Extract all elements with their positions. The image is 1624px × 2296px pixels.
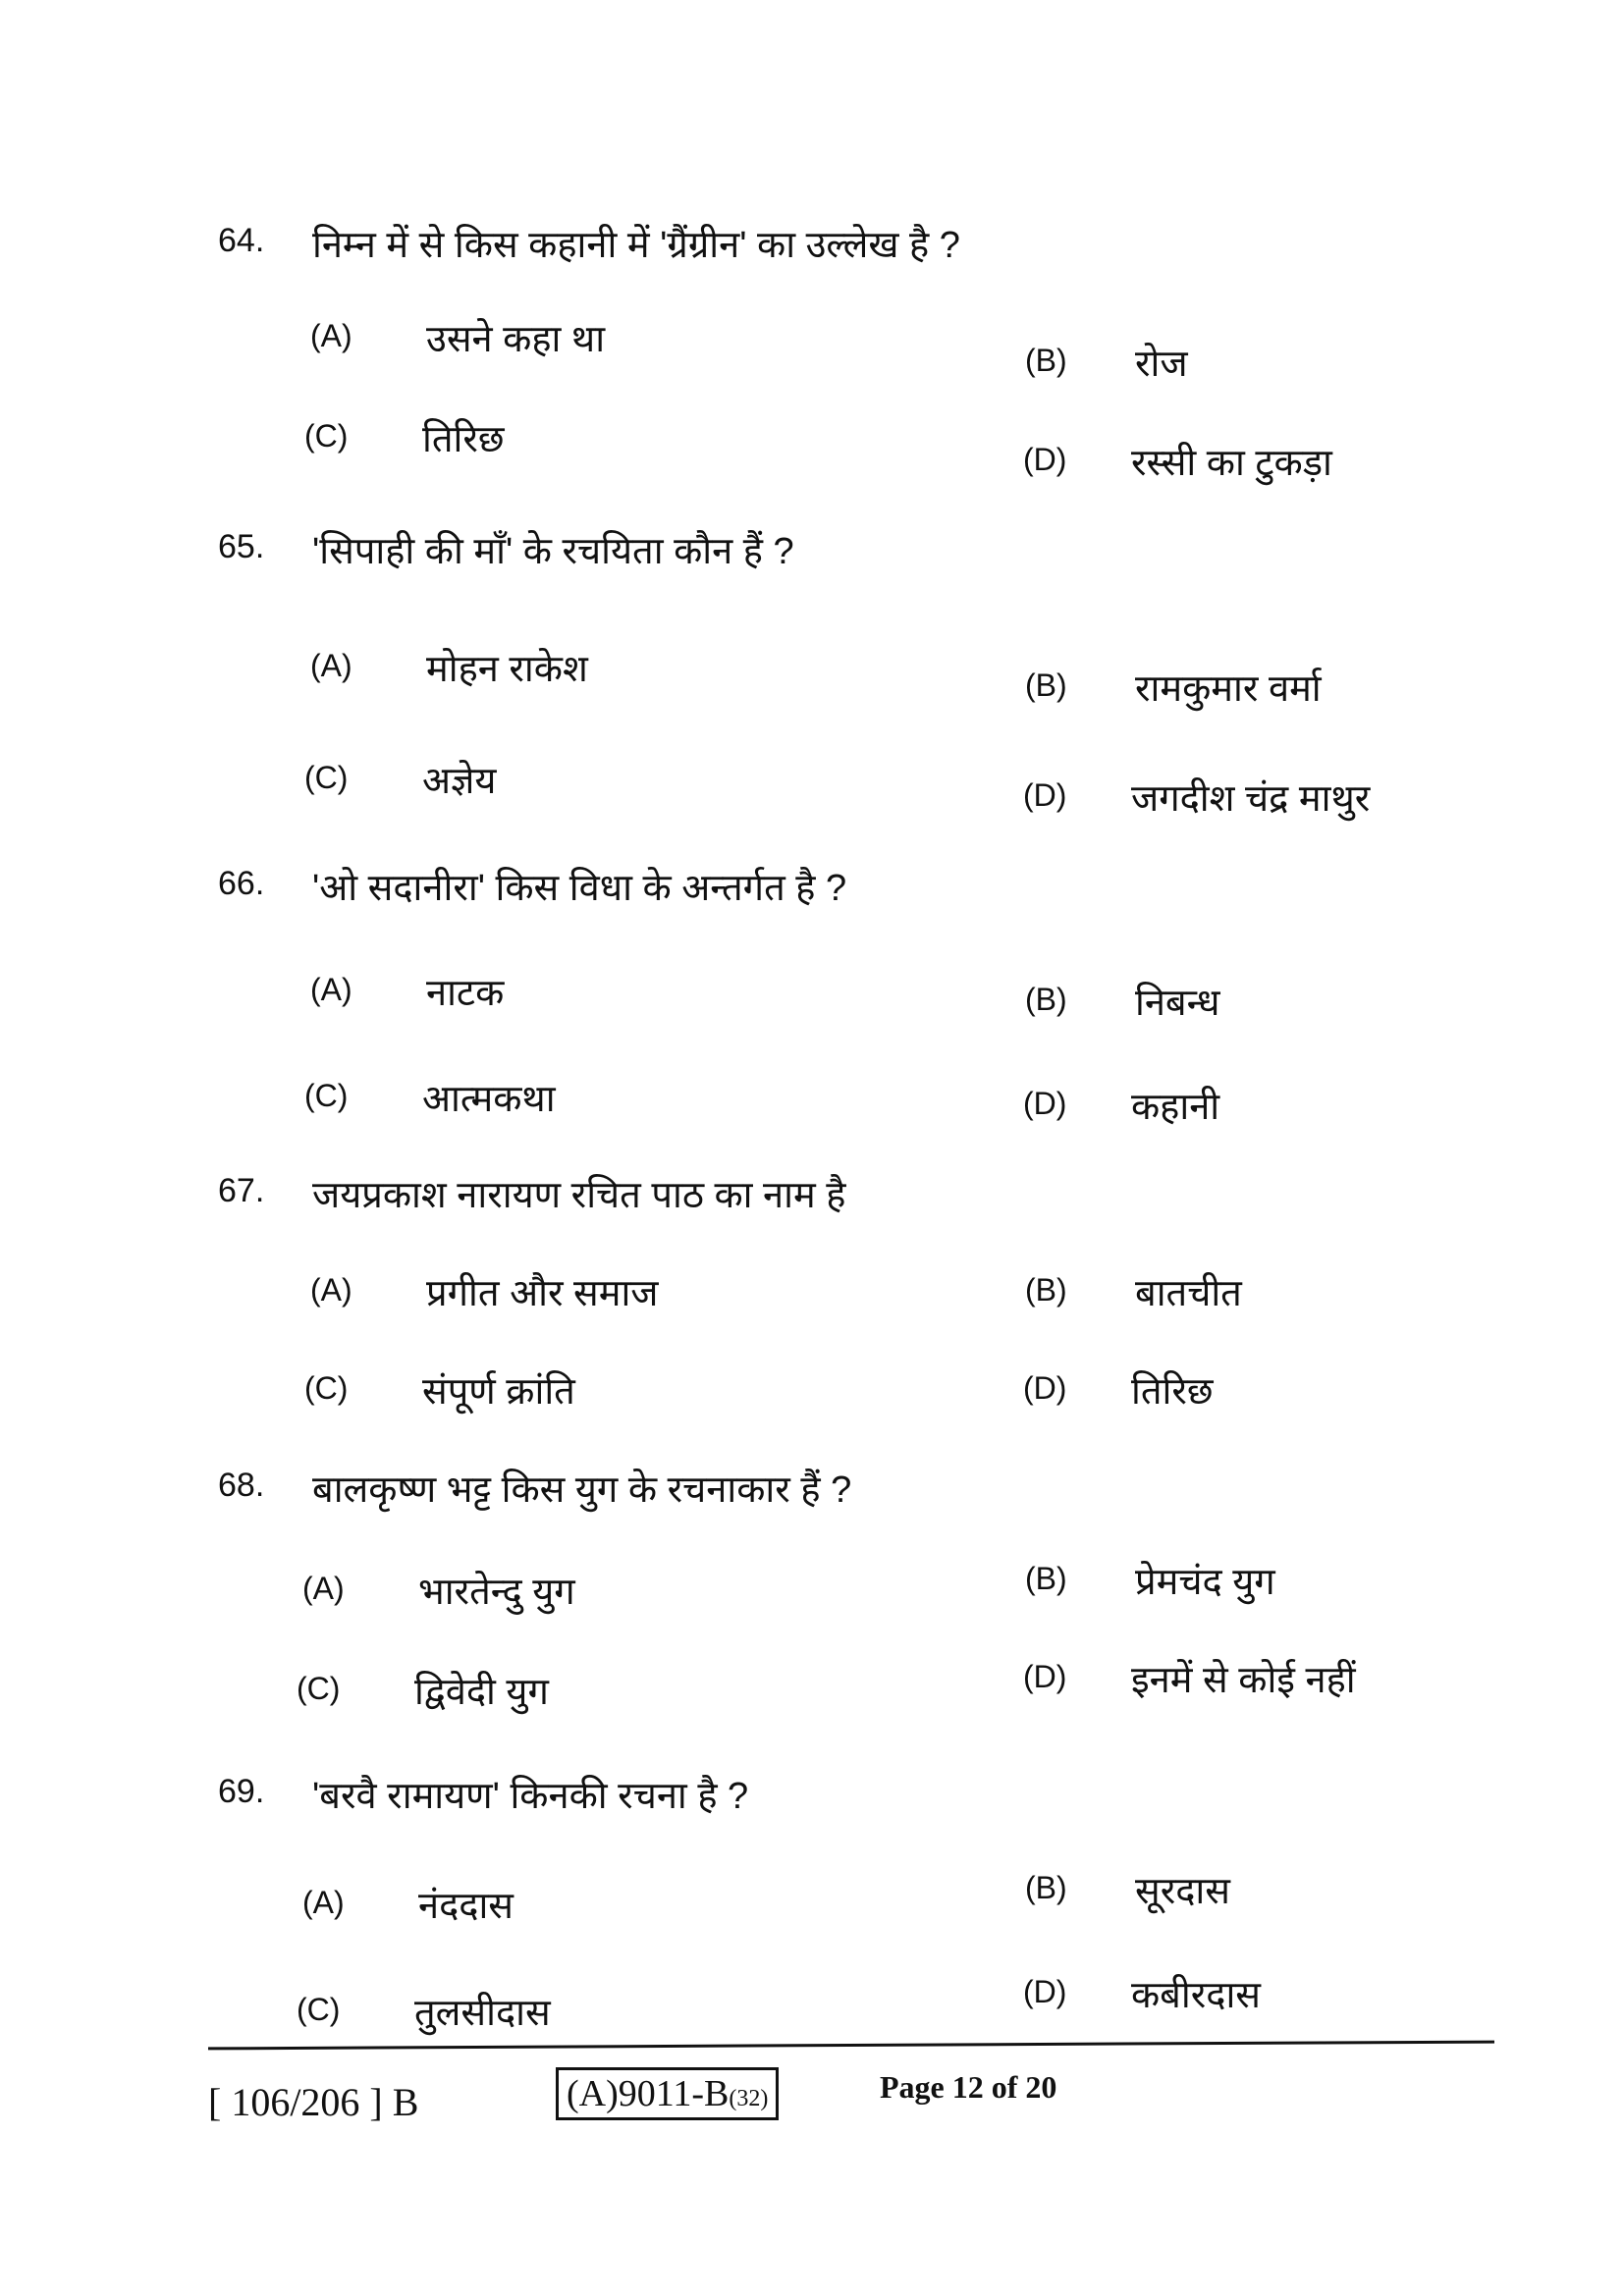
question-number: 69. bbox=[218, 1773, 265, 1810]
option-text: रामकुमार वर्मा bbox=[1135, 668, 1322, 710]
question-number: 67. bbox=[218, 1172, 265, 1209]
option-label: (B) bbox=[1025, 1272, 1067, 1308]
option-label: (D) bbox=[1023, 1086, 1067, 1121]
option-text: कहानी bbox=[1131, 1087, 1220, 1128]
option-text: मोहन राकेश bbox=[426, 649, 588, 690]
option-text: इनमें से कोई नहीं bbox=[1131, 1660, 1356, 1701]
question-text: 'बरवै रामायण' किनकी रचना है ? bbox=[312, 1776, 749, 1817]
option-label: (C) bbox=[304, 418, 349, 454]
option-text: कबीरदास bbox=[1131, 1975, 1261, 2016]
option-text: संपूर्ण क्रांति bbox=[422, 1371, 575, 1413]
option-text: तुलसीदास bbox=[414, 1993, 551, 2034]
option-label: (C) bbox=[297, 1671, 341, 1706]
question-text: जयप्रकाश नारायण रचित पाठ का नाम है bbox=[312, 1175, 846, 1216]
question-text: 'ओ सदानीरा' किस विधा के अन्तर्गत है ? bbox=[312, 868, 847, 909]
option-label: (A) bbox=[302, 1571, 345, 1606]
option-label: (A) bbox=[310, 972, 352, 1007]
question-number: 65. bbox=[218, 528, 265, 565]
option-label: (D) bbox=[1023, 442, 1067, 477]
option-label: (C) bbox=[297, 1992, 341, 2027]
option-text: निबन्ध bbox=[1135, 983, 1220, 1024]
option-label: (C) bbox=[304, 1078, 349, 1113]
option-label: (B) bbox=[1025, 982, 1067, 1017]
option-label: (D) bbox=[1023, 777, 1067, 813]
question-number: 68. bbox=[218, 1467, 265, 1504]
option-label: (A) bbox=[302, 1885, 345, 1920]
option-text: बातचीत bbox=[1135, 1273, 1242, 1314]
footer-divider bbox=[208, 2041, 1494, 2051]
option-text: उसने कहा था bbox=[426, 319, 606, 360]
option-text: प्रेमचंद युग bbox=[1135, 1562, 1275, 1603]
paper-code-sub: (32) bbox=[729, 2086, 769, 2111]
footer-course-code: [ 106/206 ] B bbox=[208, 2080, 419, 2124]
option-text: तिरिछ bbox=[1131, 1371, 1214, 1413]
option-label: (B) bbox=[1025, 343, 1067, 378]
option-text: आत्मकथा bbox=[422, 1079, 556, 1120]
option-text: द्विवेदी युग bbox=[414, 1672, 549, 1713]
question-text: निम्न में से किस कहानी में 'ग्रैंग्रीन' का उल्लेख है ? bbox=[312, 225, 960, 266]
page-number: Page 12 of 20 bbox=[880, 2069, 1057, 2105]
option-label: (B) bbox=[1025, 1870, 1067, 1905]
option-label: (D) bbox=[1023, 1974, 1067, 2009]
option-label: (A) bbox=[310, 648, 352, 683]
option-text: तिरिछ bbox=[422, 419, 505, 460]
option-label: (B) bbox=[1025, 667, 1067, 703]
option-text: अज्ञेय bbox=[422, 761, 497, 802]
option-label: (B) bbox=[1025, 1561, 1067, 1596]
option-text: भारतेन्दु युग bbox=[418, 1572, 575, 1613]
option-label: (C) bbox=[304, 1370, 349, 1406]
option-label: (A) bbox=[310, 318, 352, 353]
option-text: रस्सी का टुकड़ा bbox=[1131, 443, 1332, 484]
option-text: नाटक bbox=[426, 973, 505, 1014]
footer-paper-code bbox=[556, 2067, 779, 2120]
option-label: (A) bbox=[310, 1272, 352, 1308]
option-text: रोज bbox=[1135, 344, 1188, 385]
question-text: 'सिपाही की माँ' के रचयिता कौन हैं ? bbox=[312, 531, 794, 572]
option-text: सूरदास bbox=[1135, 1871, 1230, 1912]
question-number: 66. bbox=[218, 865, 265, 902]
option-text: जगदीश चंद्र माथुर bbox=[1131, 778, 1371, 820]
option-label: (C) bbox=[304, 760, 349, 795]
option-label: (D) bbox=[1023, 1659, 1067, 1694]
option-text: नंददास bbox=[418, 1886, 514, 1927]
option-label: (D) bbox=[1023, 1370, 1067, 1406]
question-number: 64. bbox=[218, 222, 265, 259]
question-text: बालकृष्ण भट्ट किस युग के रचनाकार हैं ? bbox=[312, 1469, 852, 1511]
paper-code: (A)9011-B bbox=[567, 2073, 730, 2114]
option-text: प्रगीत और समाज bbox=[426, 1273, 659, 1314]
